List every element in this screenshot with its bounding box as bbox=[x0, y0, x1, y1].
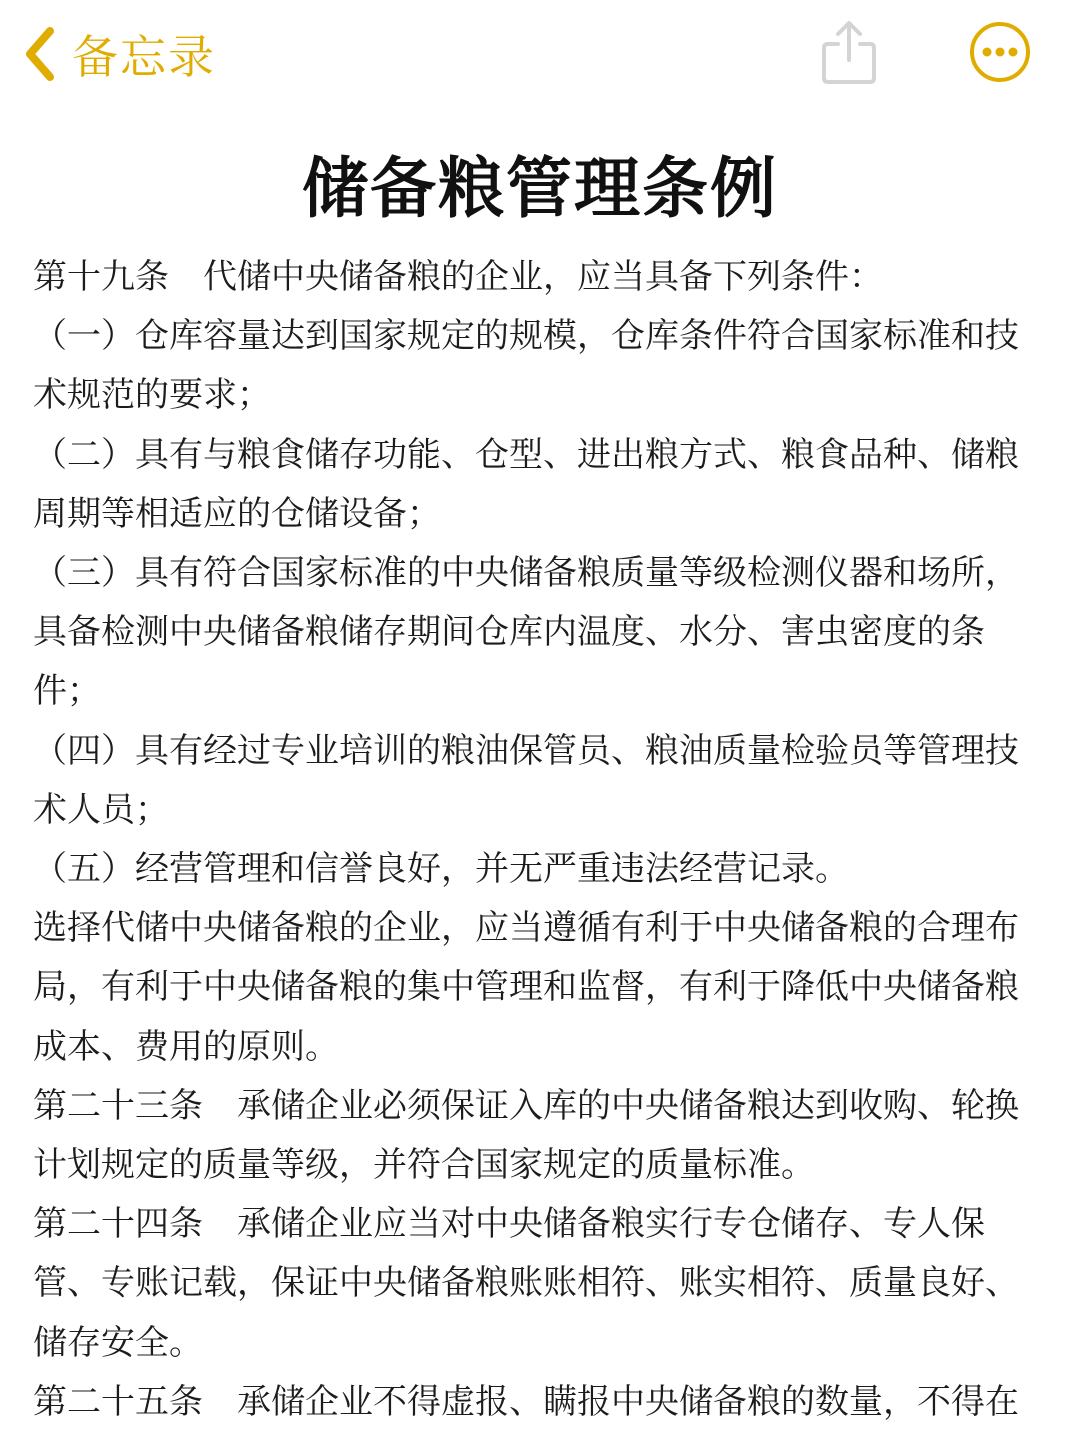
back-button[interactable] bbox=[22, 22, 216, 86]
paragraph: （五）经营管理和信誉良好，并无严重违法经营记录。 bbox=[33, 849, 849, 890]
navigation-bar bbox=[0, 0, 1080, 120]
paragraph: 第二十四条 承储企业应当对中央储备粮实行专仓储存、专人保管、专账记载，保证中央储备粮账账相符、账实相符、质量良好、储存安全。 bbox=[33, 1204, 1019, 1363]
chevron-left-icon bbox=[22, 25, 56, 83]
note-body[interactable] bbox=[33, 248, 1048, 1432]
back-button-label: 备忘录 bbox=[72, 30, 216, 84]
paragraph: （三）具有符合国家标准的中央储备粮质量等级检测仪器和场所，具备检测中央储备粮储存期间仓库内温度、水分、害虫密度的条件； bbox=[33, 553, 1019, 712]
more-ellipsis-icon bbox=[968, 20, 1032, 84]
paragraph: 第二十五条 承储企业不得虚报、瞒报中央储备粮的数量，不得在 bbox=[33, 1381, 1019, 1422]
share-icon bbox=[818, 16, 880, 88]
paragraph: （四）具有经过专业培训的粮油保管员、粮油质量检验员等管理技术人员； bbox=[33, 730, 1019, 830]
share-button[interactable] bbox=[818, 16, 880, 88]
paragraph: （一）仓库容量达到国家规定的规模，仓库条件符合国家标准和技术规范的要求； bbox=[33, 316, 1019, 416]
paragraph: 选择代储中央储备粮的企业，应当遵循有利于中央储备粮的合理布局，有利于中央储备粮的集中管理和监督，有利于降低中央储备粮成本、费用的原则。 bbox=[33, 908, 1019, 1067]
paragraph: 第二十三条 承储企业必须保证入库的中央储备粮达到收购、轮换计划规定的质量等级，并符合国家规定的质量标准。 bbox=[33, 1085, 1019, 1186]
note-title[interactable]: 储备粮管理条例 bbox=[302, 149, 778, 227]
paragraph: 第十九条 代储中央储备粮的企业，应当具备下列条件： bbox=[33, 257, 883, 297]
paragraph: （二）具有与粮食储存功能、仓型、进出粮方式、粮食品种、储粮周期等相适应的仓储设备； bbox=[33, 434, 1019, 534]
more-button[interactable] bbox=[968, 20, 1032, 84]
